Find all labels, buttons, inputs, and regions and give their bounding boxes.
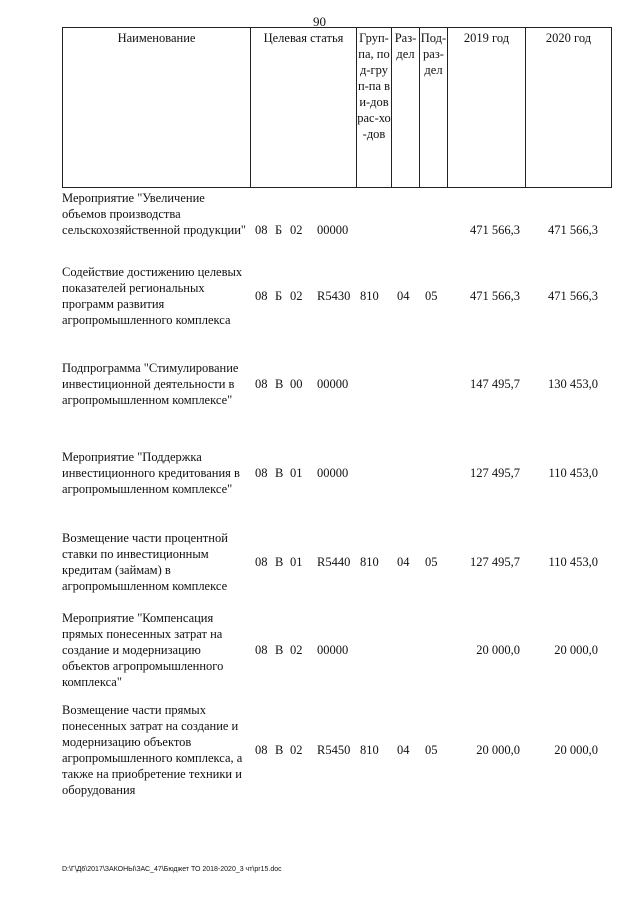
header-target: Целевая статья (250, 27, 356, 188)
row-target-p1: 08 (255, 377, 268, 391)
row-target-p2: Б (275, 223, 283, 237)
row-2019: 20 000,0 (476, 643, 520, 657)
row-2020: 20 000,0 (554, 743, 598, 757)
row-section: 04 (397, 289, 410, 303)
row-target-p4: 00000 (317, 466, 349, 480)
row-target-p1: 08 (255, 223, 268, 237)
row-target-p2: В (275, 555, 284, 569)
row-target-p2: В (275, 643, 284, 657)
row-2020: 110 453,0 (548, 466, 598, 480)
row-2020: 471 566,3 (548, 289, 598, 303)
row-target-p1: 08 (255, 289, 268, 303)
row-group: 810 (360, 555, 379, 569)
row-2019: 147 495,7 (470, 377, 520, 391)
row-target-p2: Б (275, 289, 283, 303)
row-target-p1: 08 (255, 466, 268, 480)
row-2020: 130 453,0 (548, 377, 598, 391)
row-target-p4: 00000 (317, 223, 349, 237)
row-name: Подпрограмма "Стимулирование инвестиционной деятельности в агропромышленном комплексе" (62, 361, 239, 407)
header-group: Груп-па, под-груп-па ви-дов рас-хо-дов (356, 27, 391, 188)
row-target-p3: 02 (290, 643, 303, 657)
row-target-p2: В (275, 466, 284, 480)
header-2020: 2020 год (525, 27, 612, 188)
row-section: 04 (397, 743, 410, 757)
row-subsection: 05 (425, 743, 438, 757)
row-target-p1: 08 (255, 743, 268, 757)
row-target-p3: 02 (290, 743, 303, 757)
header-section: Раз-дел (391, 27, 419, 188)
row-name: Мероприятие "Увеличение объемов производства сельскохозяйственной продукции" (62, 191, 247, 237)
row-target-p3: 01 (290, 466, 303, 480)
row-target-p3: 00 (290, 377, 303, 391)
row-subsection: 05 (425, 289, 438, 303)
file-path-footer: D:\Г\Д6\2017\ЗАКОНЫ\ЗАС_47\Бюджет ТО 2018-2020_3 чт\pr15.doc (62, 866, 282, 873)
row-2019: 471 566,3 (470, 223, 520, 237)
row-target-p3: 02 (290, 289, 303, 303)
header-2019: 2019 год (447, 27, 525, 188)
row-name: Возмещение части процентной ставки по инвестиционным кредитам (займам) в агропромышленном комплексе (62, 531, 228, 593)
row-target-p2: В (275, 377, 284, 391)
row-subsection: 05 (425, 555, 438, 569)
page-number: 90 (313, 14, 326, 29)
table-header (62, 27, 612, 188)
row-target-p3: 02 (290, 223, 303, 237)
row-name: Содействие достижению целевых показателей региональных программ развития агропромышленного комплекса (62, 265, 243, 327)
row-name: Мероприятие "Компенсация прямых понесенных затрат на создание и модернизацию объектов агропромышленного комплекса" (62, 611, 224, 689)
row-target-p2: В (275, 743, 284, 757)
row-2019: 20 000,0 (476, 743, 520, 757)
row-target-p4: R5430 (317, 289, 351, 303)
row-target-p4: R5450 (317, 743, 351, 757)
row-2020: 110 453,0 (548, 555, 598, 569)
row-target-p4: 00000 (317, 377, 349, 391)
row-target-p4: 00000 (317, 643, 349, 657)
row-2020: 471 566,3 (548, 223, 598, 237)
row-name: Мероприятие "Поддержка инвестиционного кредитования в агропромышленном комплексе" (62, 450, 240, 496)
row-2020: 20 000,0 (554, 643, 598, 657)
row-section: 04 (397, 555, 410, 569)
row-group: 810 (360, 289, 379, 303)
header-name: Наименование (62, 27, 250, 188)
row-name: Возмещение части прямых понесенных затрат на создание и модернизацию объектов агропромышленного комплекса, а также на приобретение техники и оборудования (62, 703, 243, 797)
row-2019: 127 495,7 (470, 466, 520, 480)
row-target-p1: 08 (255, 555, 268, 569)
row-target-p4: R5440 (317, 555, 351, 569)
header-subsection: Под-раз-дел (419, 27, 447, 188)
row-2019: 471 566,3 (470, 289, 520, 303)
row-2019: 127 495,7 (470, 555, 520, 569)
row-target-p3: 01 (290, 555, 303, 569)
row-group: 810 (360, 743, 379, 757)
row-target-p1: 08 (255, 643, 268, 657)
